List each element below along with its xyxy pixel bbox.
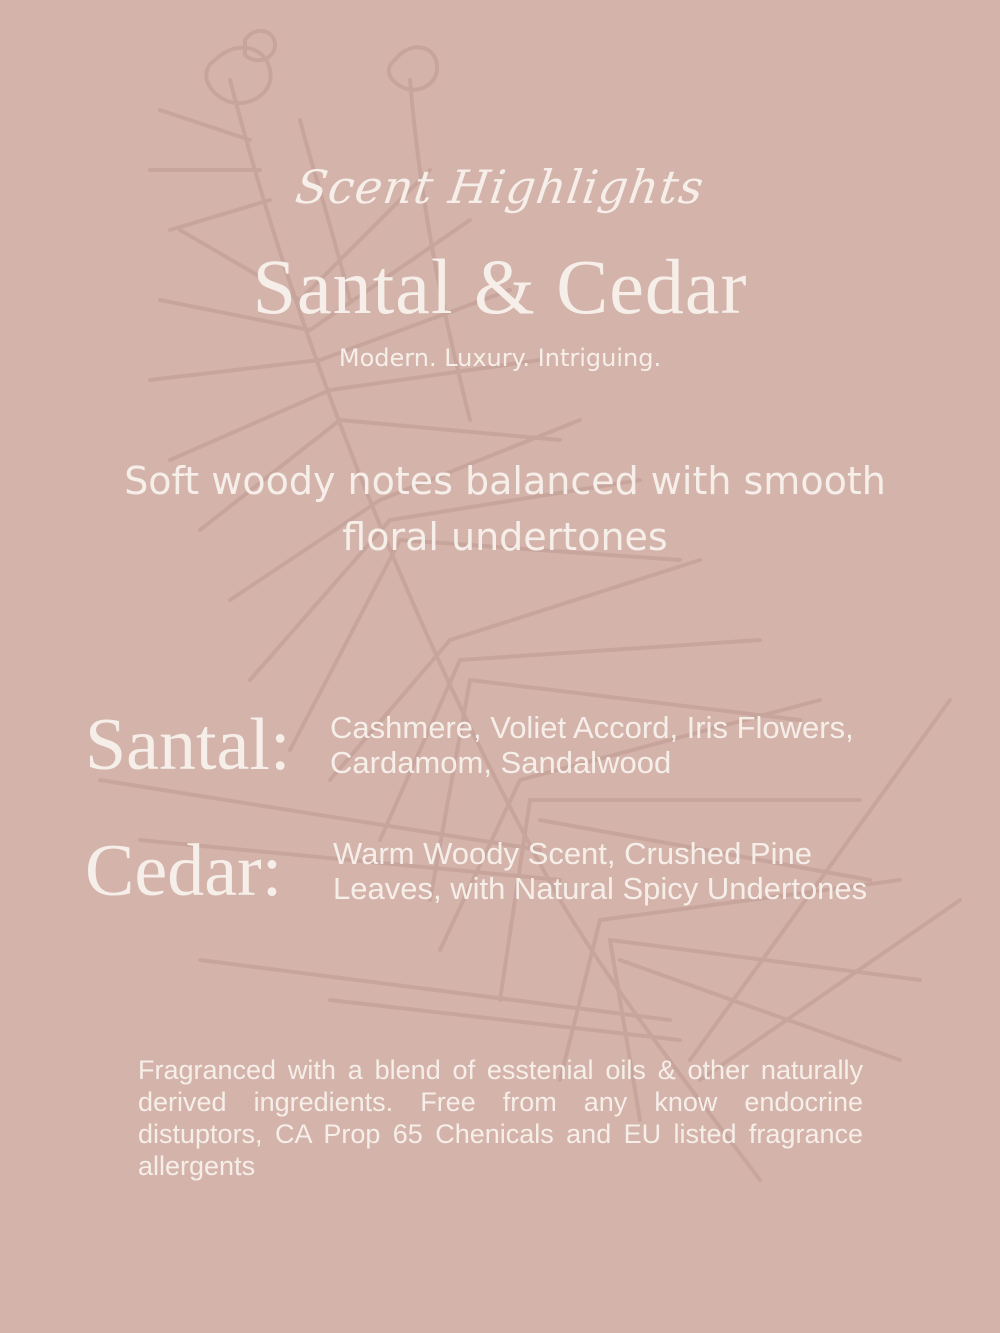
note-name: Santal: — [85, 704, 291, 786]
note-detail: Warm Woody Scent, Crushed Pine Leaves, with Natural Spicy Undertones — [333, 836, 868, 906]
scent-description: Soft woody notes balanced with smooth floral undertones — [124, 459, 886, 559]
note-name: Cedar: — [85, 830, 283, 912]
note-santal — [85, 700, 945, 790]
tagline: Modern. Luxury. Intriguing. — [338, 344, 662, 372]
note-detail: Cashmere, Voliet Accord, Iris Flowers, Cardamom, Sandalwood — [330, 710, 854, 780]
note-cedar — [85, 826, 945, 916]
page-title: Santal & Cedar — [252, 243, 748, 330]
ingredients-disclaimer: Fragranced with a blend of esstenial oils & other naturally derived ingredients. Free from any know endocrine distuptors, CA Prop 65 Chenicals and EU listed fragrance allergents — [138, 1055, 863, 1181]
script-heading: Scent Highlights — [292, 160, 708, 214]
